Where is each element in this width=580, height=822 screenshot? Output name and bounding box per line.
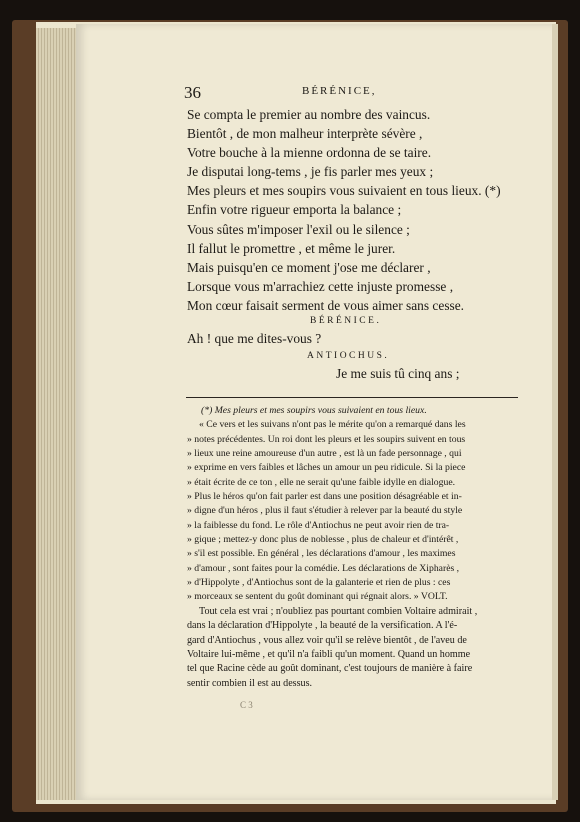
commentary-line: Voltaire lui-même , et qu'il n'a faibli qu'un moment. Quand un homme bbox=[187, 649, 471, 661]
signature-mark: C 3 bbox=[240, 700, 253, 710]
commentary bbox=[187, 605, 521, 691]
footnote-rule bbox=[186, 397, 518, 398]
verse-line: Votre bouche à la mienne ordonna de se taire. bbox=[187, 145, 432, 161]
speaker-antiochus: ANTIOCHUS. bbox=[307, 351, 390, 361]
footnote-line: » gique ; mettez-y donc plus de noblesse , plus de chaleur et d'intérêt , bbox=[187, 534, 459, 546]
verse-line: Enfin votre rigueur emporta la balance ; bbox=[187, 202, 402, 218]
verse-line-berenice: Ah ! que me dites-vous ? bbox=[187, 331, 322, 346]
verse-line: Il fallut le promettre , et même le jurer. bbox=[187, 240, 396, 256]
verse-line: Mes pleurs et mes soupirs vous suivaient en tous lieux. (*) bbox=[187, 183, 501, 199]
footnote-line: » était écrite de ce ton , elle ne serait qu'une faible idylle en dialogue. bbox=[187, 476, 456, 488]
commentary-line: dans la déclaration d'Hippolyte , la beauté de la versification. A l'é- bbox=[187, 620, 458, 632]
commentary-line: Tout cela est vrai ; n'oubliez pas pourtant combien Voltaire admirait , bbox=[199, 605, 478, 617]
verse-line: Mon cœur faisait serment de vous aimer sans cesse. bbox=[187, 297, 465, 313]
commentary-line: sentir combien il est au dessus. bbox=[187, 677, 313, 689]
verse-line: Bientôt , de mon malheur interprète sévère , bbox=[187, 126, 423, 142]
footnote-title: (*) Mes pleurs et mes soupirs vous suivaient en tous lieux. bbox=[201, 405, 427, 416]
footnote-line: » lieux une reine amoureuse d'un autre , est là un fade personnage , qui bbox=[187, 448, 462, 460]
verse-block bbox=[187, 105, 507, 315]
verse-line: Vous sûtes m'imposer l'exil ou le silence ; bbox=[187, 221, 410, 237]
footnote-line: » notes précédentes. Un roi dont les pleurs et les soupirs suivent en tous bbox=[187, 433, 466, 445]
verse-line: Mais puisqu'en ce moment j'ose me déclarer , bbox=[187, 259, 431, 275]
verse-line: Je disputai long-tems , je fis parler mes yeux ; bbox=[187, 164, 434, 180]
page-edges bbox=[36, 28, 78, 800]
commentary-line: tel que Racine cède au goût dominant, c'est toujours de manière à faire bbox=[187, 663, 473, 675]
footnote-line: » digne d'un héros , plus il faut s'étudier à relever par la beauté du style bbox=[187, 505, 463, 517]
commentary-line: gard d'Antiochus , vous allez voir qu'il se relève bientôt , de l'aveu de bbox=[187, 634, 467, 646]
footnote-line: » d'amour , sont faites pour la comédie. Les déclarations de Xipharès , bbox=[187, 562, 460, 574]
footnote-line: » Plus le héros qu'on fait parler est dans une position désagréable et in- bbox=[187, 491, 462, 503]
footnote-line: » d'Hippolyte , d'Antiochus sont de la galanterie et rien de plus : ces bbox=[187, 577, 451, 589]
page-right-edge bbox=[552, 24, 558, 800]
speaker-berenice: BÉRÉNICE. bbox=[310, 316, 382, 326]
page-header bbox=[184, 83, 394, 105]
verse-line: Lorsque vous m'arrachiez cette injuste promesse , bbox=[187, 278, 454, 294]
verse-line-antiochus: Je me suis tû cinq ans ; bbox=[336, 366, 460, 381]
page-number: 36 bbox=[184, 83, 201, 102]
running-head: BÉRÉNICE, bbox=[302, 85, 377, 97]
footnote bbox=[187, 404, 521, 691]
footnote-line: » morceaux se sentent du goût dominant qui régnait alors. » VOLT. bbox=[187, 591, 448, 603]
footnote-line: « Ce vers et les suivans n'ont pas le mérite qu'on a remarqué dans les bbox=[199, 419, 466, 431]
footnote-line: » la faiblesse du fond. Le rôle d'Antiochus ne peut avoir rien de tra- bbox=[187, 519, 450, 531]
footnote-line: » s'il est possible. En général , les déclarations d'amour , les maximes bbox=[187, 548, 456, 560]
verse-line: Se compta le premier au nombre des vaincus. bbox=[187, 107, 431, 122]
footnote-line: » exprime en vers faibles et lâches un amour un peu ridicule. Si la piece bbox=[187, 462, 466, 474]
